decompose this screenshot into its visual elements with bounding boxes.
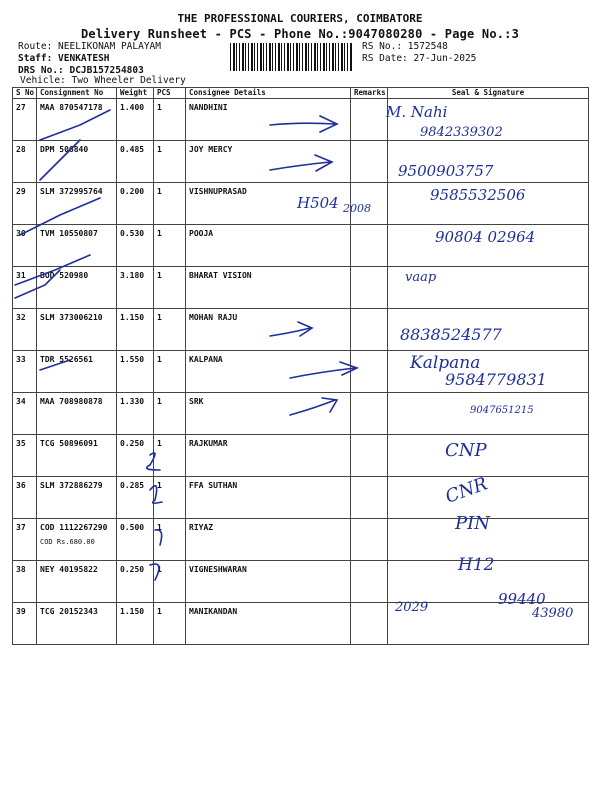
consignment-value: DPM 506840 xyxy=(40,145,89,154)
cell-weight xyxy=(117,99,154,141)
table-row xyxy=(13,351,589,393)
sno-value: 38 xyxy=(16,565,26,574)
cell-weight xyxy=(117,309,154,351)
consignee-value: RIYAZ xyxy=(189,523,214,532)
cell-pcs xyxy=(154,225,186,267)
consignee-value: KALPANA xyxy=(189,355,223,364)
cell-remarks xyxy=(351,225,388,267)
consignee-value: POOJA xyxy=(189,229,214,238)
table-row xyxy=(13,99,589,141)
barcode xyxy=(230,43,352,71)
cell-sno xyxy=(13,477,37,519)
weight-value: 0.200 xyxy=(120,187,145,196)
cell-remarks xyxy=(351,393,388,435)
cell-consignment xyxy=(37,99,117,141)
table-row xyxy=(13,141,589,183)
cell-consignee xyxy=(186,477,351,519)
cell-consignee xyxy=(186,393,351,435)
rs-number: RS No.: 1572548 xyxy=(362,41,448,52)
weight-value: 1.400 xyxy=(120,103,145,112)
cell-pcs xyxy=(154,519,186,561)
sno-value: 29 xyxy=(16,187,26,196)
sno-value: 36 xyxy=(16,481,26,490)
cell-weight xyxy=(117,435,154,477)
signature-31: vaap xyxy=(405,270,437,285)
cell-pcs xyxy=(154,141,186,183)
cell-weight xyxy=(117,267,154,309)
table-row xyxy=(13,561,589,603)
cell-pcs xyxy=(154,435,186,477)
cell-remarks xyxy=(351,99,388,141)
phone-30: 90804 02964 xyxy=(435,228,536,246)
cell-sno xyxy=(13,225,37,267)
cell-consignment xyxy=(37,603,117,645)
cell-sno xyxy=(13,183,37,225)
weight-value: 0.250 xyxy=(120,439,145,448)
cell-signature xyxy=(388,393,589,435)
weight-value: 1.330 xyxy=(120,397,145,406)
cell-pcs xyxy=(154,309,186,351)
cell-consignment xyxy=(37,351,117,393)
cell-signature xyxy=(388,561,589,603)
cell-consignee xyxy=(186,99,351,141)
cell-remarks xyxy=(351,477,388,519)
runsheet-heading: Delivery Runsheet - PCS - Phone No.:9047080280 - Page No.:3 xyxy=(80,27,520,41)
table-row xyxy=(13,603,589,645)
weight-value: 0.285 xyxy=(120,481,145,490)
signature-39: 2029 xyxy=(395,600,429,615)
company-name: THE PROFESSIONAL COURIERS, COIMBATORE xyxy=(177,12,423,25)
sno-value: 31 xyxy=(16,271,26,280)
cell-weight xyxy=(117,183,154,225)
cell-sno xyxy=(13,351,37,393)
note-37: PIN xyxy=(455,513,490,534)
cell-consignee xyxy=(186,267,351,309)
cell-signature xyxy=(388,99,589,141)
weight-value: 0.485 xyxy=(120,145,145,154)
consignee-value: SRK xyxy=(189,397,204,406)
remark-29b: 2008 xyxy=(343,202,371,215)
weight-value: 0.500 xyxy=(120,523,145,532)
cell-consignment xyxy=(37,435,117,477)
sno-value: 34 xyxy=(16,397,26,406)
cell-consignee xyxy=(186,519,351,561)
col-signature: Seal & Signature xyxy=(388,88,589,99)
cell-sno xyxy=(13,141,37,183)
consignee-value: NANDHINI xyxy=(189,103,228,112)
drs-label: DRS No.: DCJB157254803 xyxy=(18,65,144,76)
pcs-value: 1 xyxy=(157,607,162,616)
cell-signature xyxy=(388,225,589,267)
remark-29: H504 xyxy=(297,194,339,212)
pcs-value: 1 xyxy=(157,229,162,238)
cell-remarks xyxy=(351,561,388,603)
cell-consignment xyxy=(37,477,117,519)
cell-signature xyxy=(388,477,589,519)
rs-date: RS Date: 27-Jun-2025 xyxy=(362,53,477,64)
cell-remarks xyxy=(351,603,388,645)
phone-29: 9585532506 xyxy=(430,186,526,204)
cell-pcs xyxy=(154,603,186,645)
consignment-value: TCG 50896091 xyxy=(40,439,98,448)
pcs-value: 1 xyxy=(157,271,162,280)
consignee-value: BHARAT VISION xyxy=(189,271,252,280)
cell-signature xyxy=(388,309,589,351)
pcs-value: 1 xyxy=(157,187,162,196)
pcs-value: 1 xyxy=(157,145,162,154)
sno-value: 32 xyxy=(16,313,26,322)
cell-consignment xyxy=(37,393,117,435)
col-pcs: PCS xyxy=(154,88,186,99)
cell-pcs xyxy=(154,477,186,519)
cell-consignee xyxy=(186,141,351,183)
weight-value: 1.550 xyxy=(120,355,145,364)
cell-weight xyxy=(117,519,154,561)
pcs-value: 1 xyxy=(157,103,162,112)
cell-sno xyxy=(13,267,37,309)
phone-27: 9842339302 xyxy=(420,125,503,140)
weight-value: 1.150 xyxy=(120,607,145,616)
cell-signature xyxy=(388,603,589,645)
table-row xyxy=(13,393,589,435)
cell-signature xyxy=(388,183,589,225)
cell-signature xyxy=(388,435,589,477)
cell-consignment xyxy=(37,267,117,309)
consignment-value: TDR 5526561 xyxy=(40,355,93,364)
consignee-value: RAJKUMAR xyxy=(189,439,228,448)
note-35: CNP xyxy=(445,440,487,461)
cell-weight xyxy=(117,477,154,519)
consignment-value: TCG 20152343 xyxy=(40,607,98,616)
phone-33b: 9584779831 xyxy=(445,370,547,389)
weight-value: 0.250 xyxy=(120,565,145,574)
consignment-value: SLM 372995764 xyxy=(40,187,103,196)
consignee-value: FFA SUTHAN xyxy=(189,481,238,490)
cell-consignment xyxy=(37,519,117,561)
sno-value: 35 xyxy=(16,439,26,448)
note-36: CNR xyxy=(442,473,491,508)
cell-remarks xyxy=(351,183,388,225)
pcs-value: 1 xyxy=(157,313,162,322)
cell-weight xyxy=(117,561,154,603)
cell-sno xyxy=(13,435,37,477)
cell-weight xyxy=(117,603,154,645)
cell-pcs xyxy=(154,99,186,141)
consignee-value: MOHAN RAJU xyxy=(189,313,238,322)
cell-sno xyxy=(13,309,37,351)
col-remarks: Remarks xyxy=(351,88,388,99)
consignment-value: NEY 40195822 xyxy=(40,565,98,574)
cell-sno xyxy=(13,393,37,435)
cell-consignment xyxy=(37,141,117,183)
note-39a: 99440 xyxy=(498,590,546,608)
phone-34: 9047651215 xyxy=(470,405,534,416)
signature-33: Kalpana xyxy=(410,353,481,373)
cell-pcs xyxy=(154,561,186,603)
route-label: Route: NEELIKONAM PALAYAM xyxy=(18,41,161,52)
pcs-value: 1 xyxy=(157,481,162,490)
col-consignee: Consignee Details xyxy=(186,88,351,99)
consignee-value: VISHNUPRASAD xyxy=(189,187,247,196)
cell-sno xyxy=(13,561,37,603)
cell-sno xyxy=(13,603,37,645)
weight-value: 3.180 xyxy=(120,271,145,280)
cell-consignee xyxy=(186,225,351,267)
cell-signature xyxy=(388,519,589,561)
sno-value: 37 xyxy=(16,523,26,532)
pcs-value: 1 xyxy=(157,523,162,532)
cell-signature xyxy=(388,351,589,393)
table-row xyxy=(13,183,589,225)
table-row xyxy=(13,435,589,477)
cell-signature xyxy=(388,267,589,309)
cell-consignee xyxy=(186,603,351,645)
cell-weight xyxy=(117,351,154,393)
sno-value: 28 xyxy=(16,145,26,154)
table-row xyxy=(13,519,589,561)
cell-signature xyxy=(388,141,589,183)
cell-pcs xyxy=(154,183,186,225)
sno-value: 33 xyxy=(16,355,26,364)
table-header-row xyxy=(13,88,589,99)
col-weight: Weight xyxy=(117,88,154,99)
table-row xyxy=(13,477,589,519)
cell-pcs xyxy=(154,351,186,393)
note-39b: 43980 xyxy=(532,606,574,621)
cell-consignee xyxy=(186,183,351,225)
cell-remarks xyxy=(351,309,388,351)
cell-consignment xyxy=(37,183,117,225)
consignee-value: MANIKANDAN xyxy=(189,607,238,616)
phone-28: 9500903757 xyxy=(398,162,494,180)
col-consignment: Consignment No xyxy=(37,88,117,99)
pcs-value: 1 xyxy=(157,397,162,406)
sno-value: 27 xyxy=(16,103,26,112)
cell-weight xyxy=(117,393,154,435)
table-row xyxy=(13,225,589,267)
table-row xyxy=(13,267,589,309)
staff-label: Staff: VENKATESH xyxy=(18,53,110,64)
cell-pcs xyxy=(154,393,186,435)
runsheet-table xyxy=(12,87,589,645)
cell-consignee xyxy=(186,351,351,393)
pcs-value: 1 xyxy=(157,565,162,574)
cell-sno xyxy=(13,99,37,141)
cell-remarks xyxy=(351,351,388,393)
consignment-value: SLM 372886279 xyxy=(40,481,103,490)
cell-remarks xyxy=(351,267,388,309)
cell-pcs xyxy=(154,267,186,309)
cell-sno xyxy=(13,519,37,561)
cell-remarks xyxy=(351,519,388,561)
cell-remarks xyxy=(351,141,388,183)
cell-remarks xyxy=(351,435,388,477)
vehicle-label: Vehicle: Two Wheeler Delivery xyxy=(20,75,186,86)
weight-value: 1.150 xyxy=(120,313,145,322)
consignment-value: TVM 10550807 xyxy=(40,229,98,238)
signature-27: M. Nahi xyxy=(386,103,448,121)
cell-weight xyxy=(117,225,154,267)
cell-consignment xyxy=(37,225,117,267)
sno-value: 30 xyxy=(16,229,26,238)
note-38: H12 xyxy=(458,555,495,575)
consignment-value: COD 1112267290 xyxy=(40,523,108,532)
consignment-value: MAA 870547178 xyxy=(40,103,103,112)
table-row xyxy=(13,309,589,351)
cell-consignee xyxy=(186,435,351,477)
cell-weight xyxy=(117,141,154,183)
pcs-value: 1 xyxy=(157,439,162,448)
consignment-value: MAA 708980878 xyxy=(40,397,103,406)
consignment-value: BOD 520980 xyxy=(40,271,89,280)
consignment-value: SLM 373006210 xyxy=(40,313,103,322)
cell-consignee xyxy=(186,561,351,603)
weight-value: 0.530 xyxy=(120,229,145,238)
phone-33a: 8838524577 xyxy=(400,325,502,344)
cell-consignment xyxy=(37,309,117,351)
consignee-value: JOY MERCY xyxy=(189,145,233,154)
pcs-value: 1 xyxy=(157,355,162,364)
cod-amount: COD Rs.680.00 xyxy=(40,538,95,546)
col-sno: S No xyxy=(13,88,37,99)
cell-consignment xyxy=(37,561,117,603)
consignee-value: VIGNESHWARAN xyxy=(189,565,247,574)
sno-value: 39 xyxy=(16,607,26,616)
cell-consignee xyxy=(186,309,351,351)
